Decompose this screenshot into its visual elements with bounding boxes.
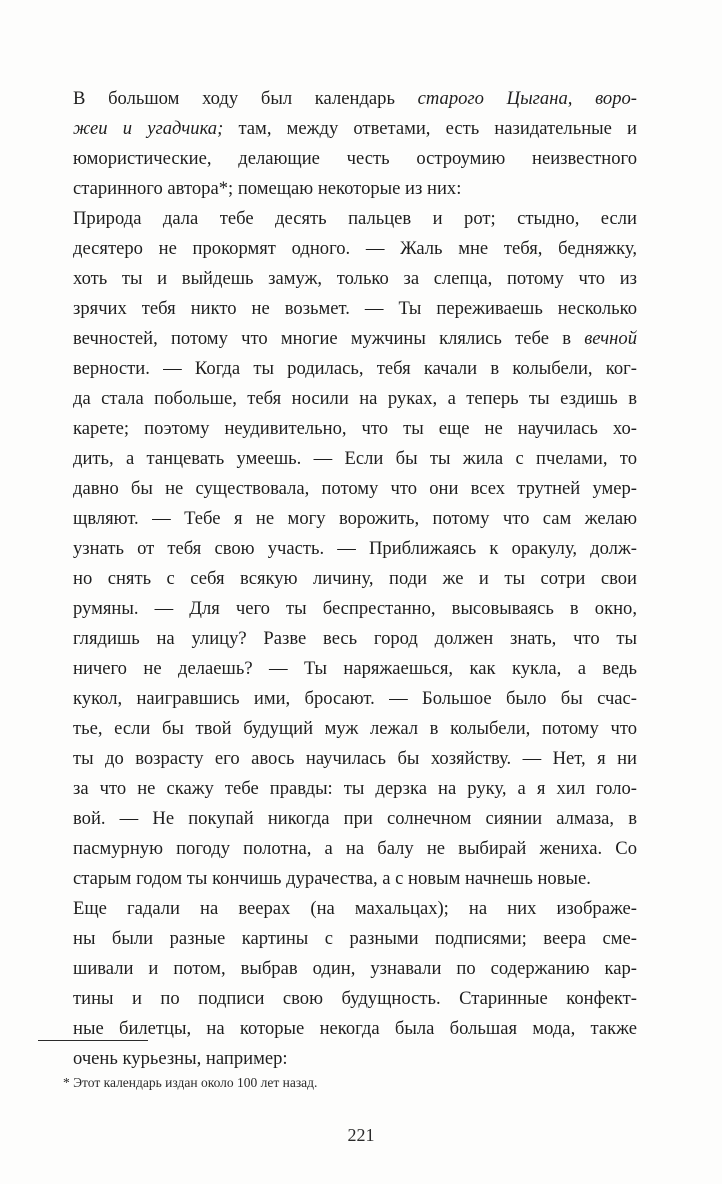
text-line [73,174,637,204]
text-line [73,114,637,144]
text-run: ты до возрасту его авось научилась бы хозяйству. — Нет, я ни [73,748,637,769]
text-run: старым годом ты кончишь дурачества, а с новым начнешь новые. [73,868,591,889]
text-run: старого Цыгана, воро- [417,88,638,109]
text-run: тье, если бы твой будущий муж лежал в колыбели, потому что [73,718,637,739]
text-line [73,354,637,384]
text-line [73,1044,637,1074]
text-run: узнать от тебя свою участь. — Приближаясь к оракулу, долж- [73,538,637,559]
footnote-divider [38,1040,148,1041]
text-line [73,774,637,804]
text-run: пасмурную погоду полотна, а на балу не выбирай жениха. Со [73,838,637,859]
text-run: старинного автора*; помещаю некоторые из них: [73,178,462,199]
text-line [73,234,637,264]
text-run: Природа дала тебе десять пальцев и рот; стыдно, если [73,208,637,229]
text-run: тины и по подписи свою будущность. Старинные конфект- [73,988,637,1009]
text-run: вечностей, потому что многие мужчины клялись тебе в [73,328,585,349]
text-line [73,324,637,354]
text-line [73,654,637,684]
text-line [73,1014,637,1044]
paragraph-calendar-sayings [73,204,637,894]
text-run: кукол, наигравшись ими, бросают. — Большое было бы счас- [73,688,637,709]
text-line [73,804,637,834]
text-line [73,204,637,234]
text-line [73,624,637,654]
body-text [73,84,637,1074]
text-run: ничего не делаешь? — Ты наряжаешься, как кукла, а ведь [73,658,637,679]
text-run: румяны. — Для чего ты беспрестанно, высовываясь в окно, [73,598,637,619]
text-run: вой. — Не покупай никогда при солнечном сиянии алмаза, в [73,808,637,829]
text-line [73,384,637,414]
text-run: ные билетцы, на которые некогда была большая мода, также [73,1018,637,1039]
text-run: да стала побольше, тебя носили на руках, а теперь ты ездишь в [73,388,637,409]
text-run: вечной [584,328,637,349]
text-line [73,834,637,864]
text-line [73,264,637,294]
text-run: хоть ты и выйдешь замуж, только за слепца, потому что из [73,268,637,289]
text-line [73,594,637,624]
text-run: ны были разные картины с разными подписями; веера сме- [73,928,637,949]
footnote: * Этот календарь издан около 100 лет назад. [63,1075,318,1090]
text-line [73,954,637,984]
text-line [73,894,637,924]
text-run: за что не скажу тебе правды: ты дерзка на руку, а я хил голо- [73,778,637,799]
text-line [73,684,637,714]
text-run: глядишь на улицу? Разве весь город должен знать, что ты [73,628,637,649]
text-line [73,534,637,564]
text-run: карете; поэтому неудивительно, что ты еще не научилась хо- [73,418,637,439]
text-line [73,144,637,174]
text-line [73,444,637,474]
text-line [73,714,637,744]
text-run: Еще гадали на веерах (на махальцах); на них изображе- [73,898,637,919]
text-line [73,564,637,594]
text-line [73,924,637,954]
text-line [73,984,637,1014]
text-run: щвляют. — Тебе я не могу ворожить, потому что сам желаю [73,508,637,529]
text-line [73,294,637,324]
text-run: там, между ответами, есть назидательные и [223,118,637,139]
text-line [73,84,637,114]
text-run: зрячих тебя никто не возьмет. — Ты переживаешь несколько [73,298,637,319]
text-run: верности. — Когда ты родилась, тебя качали в колыбели, ког- [73,358,637,379]
text-run: В большом ходу был календарь [73,88,418,109]
text-run: но снять с себя всякую личину, поди же и ты сотри свои [73,568,637,589]
text-line [73,474,637,504]
text-run: очень курьезны, например: [73,1048,288,1069]
text-run: дить, а танцевать умеешь. — Если бы ты жила с пчелами, то [73,448,637,469]
text-run: шивали и потом, выбрав один, узнавали по содержанию кар- [73,958,637,979]
paragraph-calendar-intro [73,84,637,204]
text-line [73,504,637,534]
text-run: давно бы не существовала, потому что они всех трутней умер- [73,478,637,499]
paragraph-fans-and-tickets [73,894,637,1074]
page-number: 221 [347,1125,375,1145]
text-run: жеи и угадчика; [73,118,224,139]
text-line [73,744,637,774]
text-line [73,864,637,894]
text-run: юмористические, делающие честь остроумию неизвестного [73,148,637,169]
text-run: десятеро не прокормят одного. — Жаль мне тебя, бедняжку, [73,238,637,259]
text-line [73,414,637,444]
